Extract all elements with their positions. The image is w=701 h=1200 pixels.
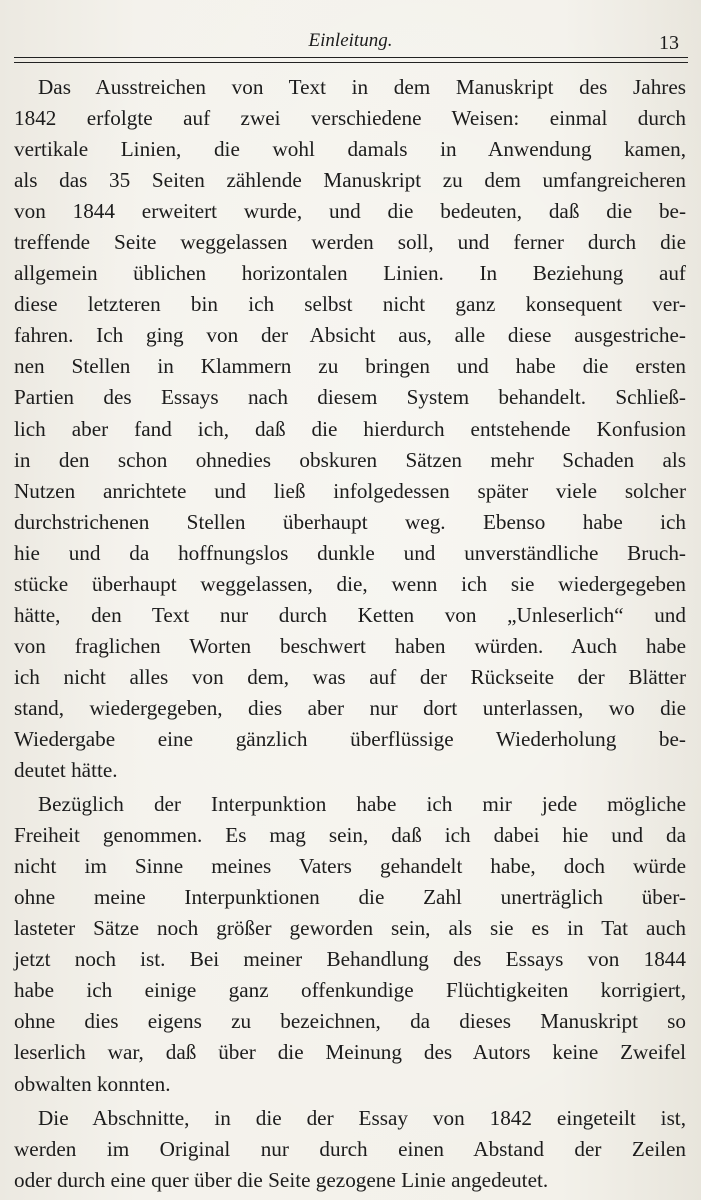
text-line: treffende Seite weggelassen werden soll, und ferner durch die [14, 230, 686, 255]
text-line: Die Abschnitte, in die der Essay von 1842 eingeteilt ist, [38, 1105, 686, 1130]
text-line: Wiedergabe eine gänzlich überflüssige Wiederholung be- [14, 726, 686, 751]
text-line: oder durch eine quer über die Seite gezogene Linie angedeutet. [14, 1167, 549, 1192]
text-line: werden im Original nur durch einen Abstand der Zeilen [14, 1136, 686, 1161]
paragraph [14, 1103, 686, 1196]
running-title: Einleitung. [308, 30, 393, 51]
text-line: nicht im Sinne meines Vaters gehandelt habe, doch würde [14, 854, 686, 879]
page-number: 13 [659, 32, 679, 54]
text-line: ich nicht alles von dem, was auf der Rückseite der Blätter [14, 664, 686, 689]
header-rule-top [14, 57, 688, 58]
text-line: von 1844 erweitert wurde, und die bedeuten, daß die be- [14, 199, 686, 224]
body-text [14, 72, 686, 1196]
text-line: fahren. Ich ging von der Absicht aus, alle diese ausgestriche- [14, 323, 686, 348]
text-line: hie und da hoffnungslos dunkle und unverständliche Bruch- [14, 540, 686, 565]
text-line: leserlich war, daß über die Meinung des Autors keine Zweifel [14, 1040, 686, 1065]
text-line: stücke überhaupt weggelassen, die, wenn ich sie wiedergegeben [14, 571, 686, 596]
text-line: vertikale Linien, die wohl damals in Anwendung kamen, [14, 137, 686, 162]
running-head [0, 30, 701, 54]
text-line: Freiheit genommen. Es mag sein, daß ich dabei hie und da [14, 823, 686, 848]
text-line: diese letzteren bin ich selbst nicht ganz konsequent ver- [14, 292, 686, 317]
text-line: lasteter Sätze noch größer geworden sein, als sie es in Tat auch [14, 916, 686, 941]
text-line: nen Stellen in Klammern zu bringen und habe die ersten [14, 354, 686, 379]
text-line: von fraglichen Worten beschwert haben würden. Auch habe [14, 633, 686, 658]
text-line: Das Ausstreichen von Text in dem Manuskript des Jahres [38, 75, 686, 99]
text-line: durchstrichenen Stellen überhaupt weg. Ebenso habe ich [14, 509, 686, 534]
text-line: obwalten konnten. [14, 1071, 171, 1096]
text-line: Nutzen anrichtete und ließ infolgedessen später viele solcher [14, 478, 686, 503]
text-line: habe ich einige ganz offenkundige Flüchtigkeiten korrigiert, [14, 978, 686, 1003]
text-line: hätte, den Text nur durch Ketten von „Unleserlich“ und [14, 602, 686, 627]
text-line: lich aber fand ich, daß die hierdurch entstehende Konfusion [14, 416, 686, 441]
text-line: allgemein üblichen horizontalen Linien. In Beziehung auf [14, 261, 686, 286]
paragraph [14, 789, 686, 1099]
text-line: deutet hätte. [14, 758, 118, 783]
text-line: jetzt noch ist. Bei meiner Behandlung des Essays von 1844 [14, 947, 686, 972]
text-line: 1842 erfolgte auf zwei verschiedene Weisen: einmal durch [14, 106, 686, 131]
text-line: Partien des Essays nach diesem System behandelt. Schließ- [14, 385, 686, 410]
text-line: Bezüglich der Interpunktion habe ich mir jede mögliche [38, 792, 686, 817]
text-line: ohne meine Interpunktionen die Zahl unerträglich über- [14, 885, 686, 910]
header-rule-bottom [14, 62, 688, 63]
paragraph [14, 72, 686, 786]
text-line: ohne dies eigens zu bezeichnen, da dieses Manuskript so [14, 1009, 686, 1034]
text-line: in den schon ohnedies obskuren Sätzen mehr Schaden als [14, 447, 686, 472]
text-line: stand, wiedergegeben, dies aber nur dort unterlassen, wo die [14, 695, 686, 720]
text-line: als das 35 Seiten zählende Manuskript zu dem umfangreicheren [14, 168, 686, 193]
